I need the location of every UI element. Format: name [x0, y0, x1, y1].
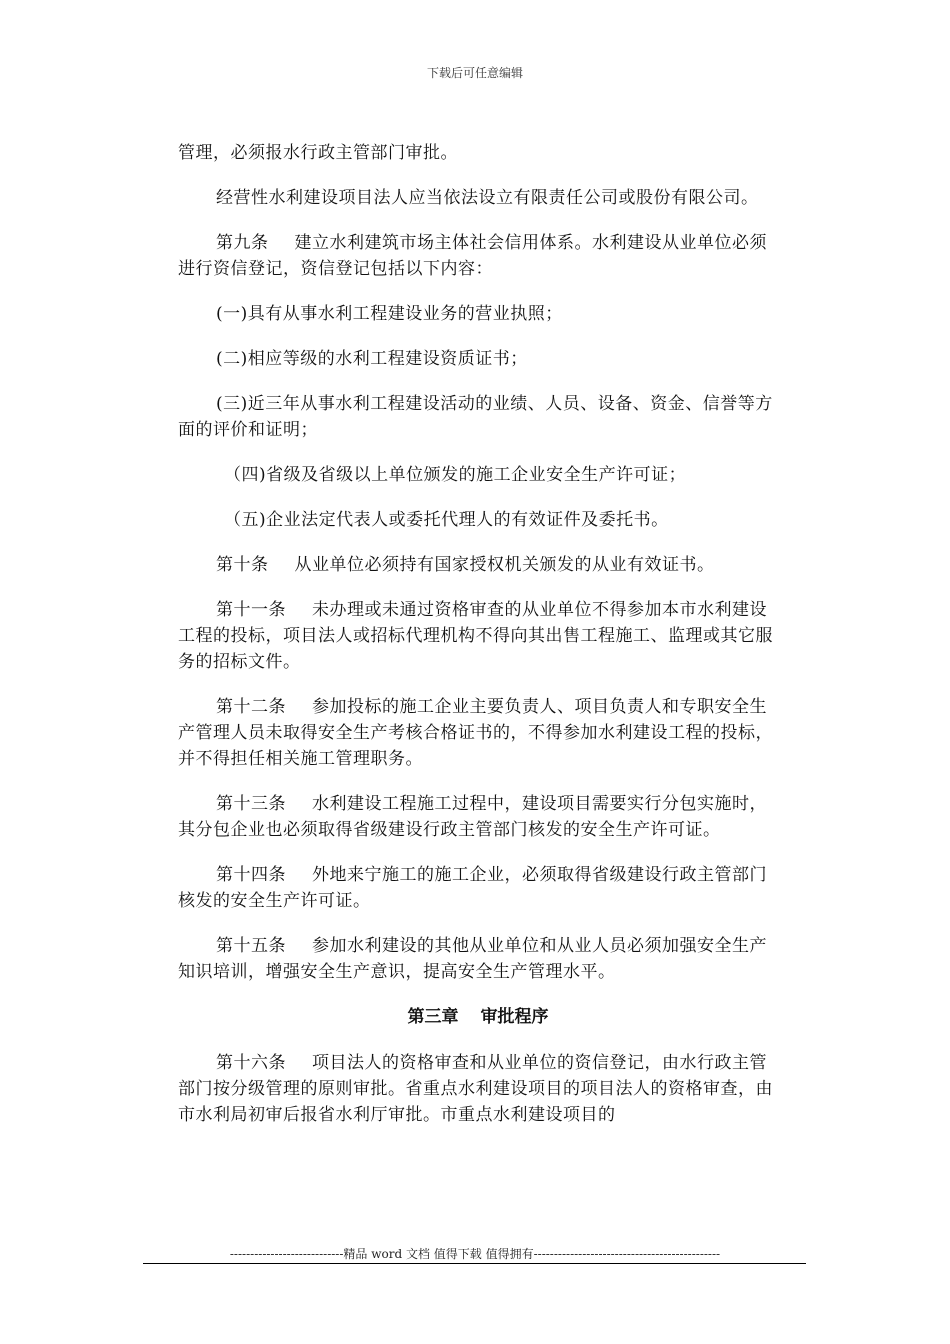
article-text: 未办理或未通过资格审查的从业单位不得参加本市水利建设工程的投标，项目法人或招标代理机构不得向其出售工程施工、监理或其它服务的招标文件。 [178, 600, 773, 672]
document-body [178, 140, 778, 1147]
article-text: 参加水利建设的其他从业单位和从业人员必须加强安全生产知识培训，增强安全生产意识，提高安全生产管理水平。 [178, 936, 767, 982]
article-text: 项目法人的资格审查和从业单位的资信登记，由水行政主管部门按分级管理的原则审批。省重点水利建设项目的项目法人的资格审查，由市水利局初审后报省水利厅审批。市重点水利建设项目的 [178, 1053, 773, 1125]
chapter-heading [178, 1004, 778, 1030]
article-text: 水利建设工程施工过程中，建设项目需要实行分包实施时，其分包企业也必须取得省级建设行政主管部门核发的安全生产许可证。 [178, 794, 767, 840]
article-9 [178, 230, 778, 282]
list-item-text: (一)具有从事水利工程建设业务的营业执照； [216, 304, 563, 324]
article-text: 参加投标的施工企业主要负责人、项目负责人和专职安全生产管理人员未取得安全生产考核合格证书的，不得参加水利建设工程的投标，并不得担任相关施工管理职务。 [178, 697, 773, 769]
article-10 [178, 552, 778, 578]
list-item-1 [178, 301, 778, 327]
article-text: 建立水利建筑市场主体社会信用体系。水利建设从业单位必须进行资信登记，资信登记包括以下内容： [178, 233, 767, 279]
list-item-text: (三)近三年从事水利工程建设活动的业绩、人员、设备、资金、信誉等方面的评价和证明； [178, 394, 773, 440]
paragraph-continuation [178, 140, 778, 166]
article-number: 第九条 [216, 233, 269, 253]
article-number: 第十条 [216, 555, 269, 575]
article-number: 第十六条 [216, 1053, 286, 1073]
footer-divider [143, 1263, 806, 1264]
article-16 [178, 1050, 778, 1128]
list-item-text: (二)相应等级的水利工程建设资质证书； [216, 349, 528, 369]
paragraph-text: 管理，必须报水行政主管部门审批。 [178, 143, 458, 163]
article-14 [178, 862, 778, 914]
article-12 [178, 694, 778, 772]
article-15 [178, 933, 778, 985]
list-item-text: （五)企业法定代表人或委托代理人的有效证件及委托书。 [224, 510, 669, 530]
paragraph [178, 185, 778, 211]
list-item-4 [178, 462, 778, 488]
article-13 [178, 791, 778, 843]
chapter-number: 第三章 [407, 1007, 459, 1027]
article-number: 第十一条 [216, 600, 286, 620]
article-text: 从业单位必须持有国家授权机关颁发的从业有效证书。 [294, 555, 715, 575]
article-text: 外地来宁施工的施工企业，必须取得省级建设行政主管部门核发的安全生产许可证。 [178, 865, 767, 911]
article-number: 第十五条 [216, 936, 286, 956]
page-footer: ----------------------------精品 word 文档 值得下载 值得拥有---------------------------------------------- [229, 1247, 721, 1261]
list-item-5 [178, 507, 778, 533]
list-item-3 [178, 391, 778, 443]
paragraph-text: 经营性水利建设项目法人应当依法设立有限责任公司或股份有限公司。 [216, 188, 759, 208]
article-number: 第十四条 [216, 865, 286, 885]
page-header: 下载后可任意编辑 [426, 66, 523, 80]
list-item-2 [178, 346, 778, 372]
article-number: 第十二条 [216, 697, 286, 717]
chapter-title: 审批程序 [480, 1007, 549, 1027]
article-number: 第十三条 [216, 794, 286, 814]
list-item-text: （四)省级及省级以上单位颁发的施工企业安全生产许可证； [224, 465, 687, 485]
article-11 [178, 597, 778, 675]
